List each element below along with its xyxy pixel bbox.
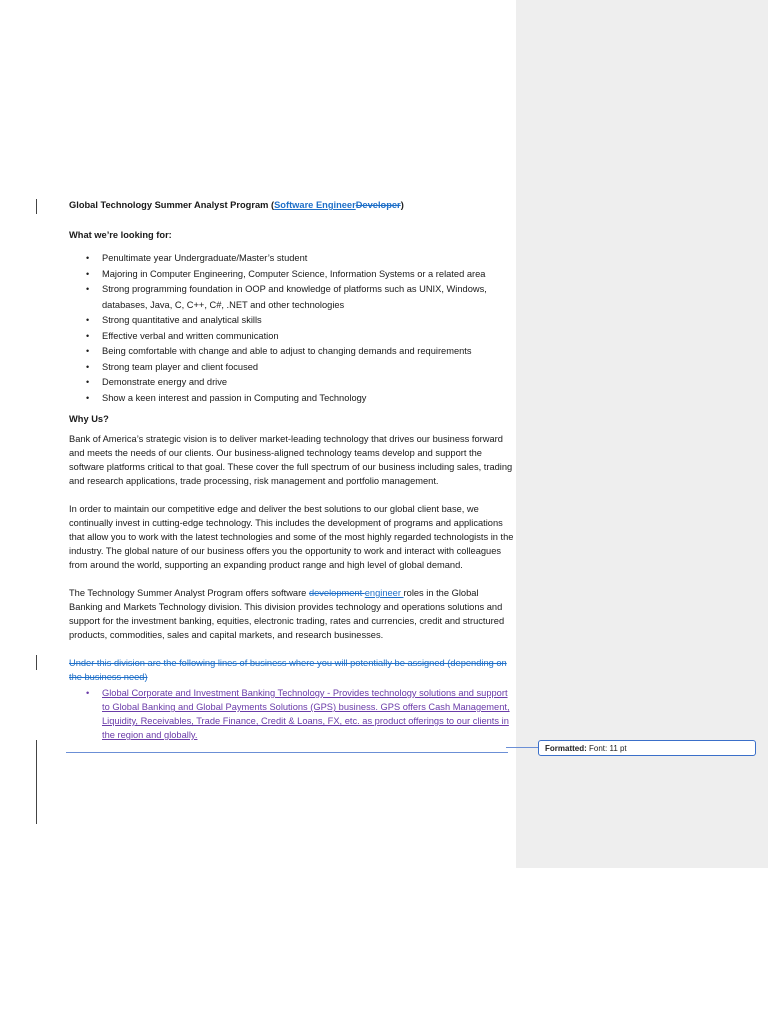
list-item: • Penultimate year Undergraduate/Master’s student — [69, 251, 514, 267]
formatting-comment-balloon[interactable] — [538, 740, 756, 756]
list-item: • Show a keen interest and passion in Computing and Technology — [69, 391, 514, 407]
paragraph-vision: Bank of America’s strategic vision is to deliver market-leading technology that drives our business forward and meets the needs of our clients. Our business-aligned technology teams develop and support the software platforms critical to that goal. These cover the full spectrum of our business including sales, trading and research applications, trade processing, risk management and portfolio management. — [69, 434, 513, 486]
comment-label: Formatted: — [545, 744, 587, 753]
change-bar-list — [36, 740, 37, 824]
why-us-heading: Why Us? — [69, 414, 109, 424]
list-item: • Demonstrate energy and drive — [69, 375, 514, 391]
deleted-paragraph: Under this division are the following lines of business where you will potentially be assigned (depending on the business need) — [69, 658, 507, 682]
document-title: Global Technology Summer Analyst Program (Software EngineerDeveloper) — [69, 200, 404, 210]
markup-margin-pane — [516, 0, 768, 868]
sub-bullet-gcib: • Global Corporate and Investment Banking Technology - Provides technology solutions and support to Global Banking and Global Payments Solutions (GPS) business. GPS offers Cash Management, Liquidity, Receivables, Trade Finance, Credit & Loans, FX, etc. as product offerings to our clients in the region and globally. — [86, 688, 510, 740]
list-item: • Strong programming foundation in OOP and knowledge of platforms such as UNIX, Windows, databases, Java, C, C++, C#, .NET and other technologies — [69, 282, 514, 313]
paragraph-competitive-edge: In order to maintain our competitive edge and deliver the best solutions to our global client base, we continually invest in cutting-edge technology. This includes the development of programs and applications that allow you to work with the latest technologies and some of the most highly regarded technologists in the industry. The global nature of our business offers you the opportunity to work and interact with colleagues from around the world, supporting an expanding product range and high level of global demand. — [69, 504, 514, 570]
change-bar-para3 — [36, 655, 37, 670]
para3-inserted-text: engineer — [364, 588, 404, 598]
sub-bullet-marker: • — [86, 688, 90, 698]
paragraph-program: The Technology Summer Analyst Program offers software development engineer roles in the Global Banking and Markets Technology division. This division provides technology and operations solutions and support for the investment banking, equities, electronic trading, rates and currencies, credit and structured products, commodities, sales and capital markets, and research businesses. — [69, 588, 505, 640]
comment-leader-line — [506, 747, 539, 748]
comment-anchor-line — [66, 752, 508, 753]
list-item: • Effective verbal and written communication — [69, 329, 514, 345]
title-deleted-text: Developer — [355, 200, 401, 210]
change-bar-title — [36, 199, 37, 214]
document-body — [69, 198, 514, 742]
comment-text: Font: 11 pt — [586, 744, 627, 753]
title-inserted-text: Software Engineer — [274, 200, 356, 210]
looking-for-heading: What we’re looking for: — [69, 230, 172, 240]
para3-deleted-text: development — [308, 588, 365, 598]
list-item: • Majoring in Computer Engineering, Computer Science, Information Systems or a related area — [69, 267, 514, 283]
requirements-list — [69, 251, 514, 406]
list-item: • Being comfortable with change and able to adjust to changing demands and requirements — [69, 344, 514, 360]
list-item: • Strong team player and client focused — [69, 360, 514, 376]
list-item: • Strong quantitative and analytical skills — [69, 313, 514, 329]
